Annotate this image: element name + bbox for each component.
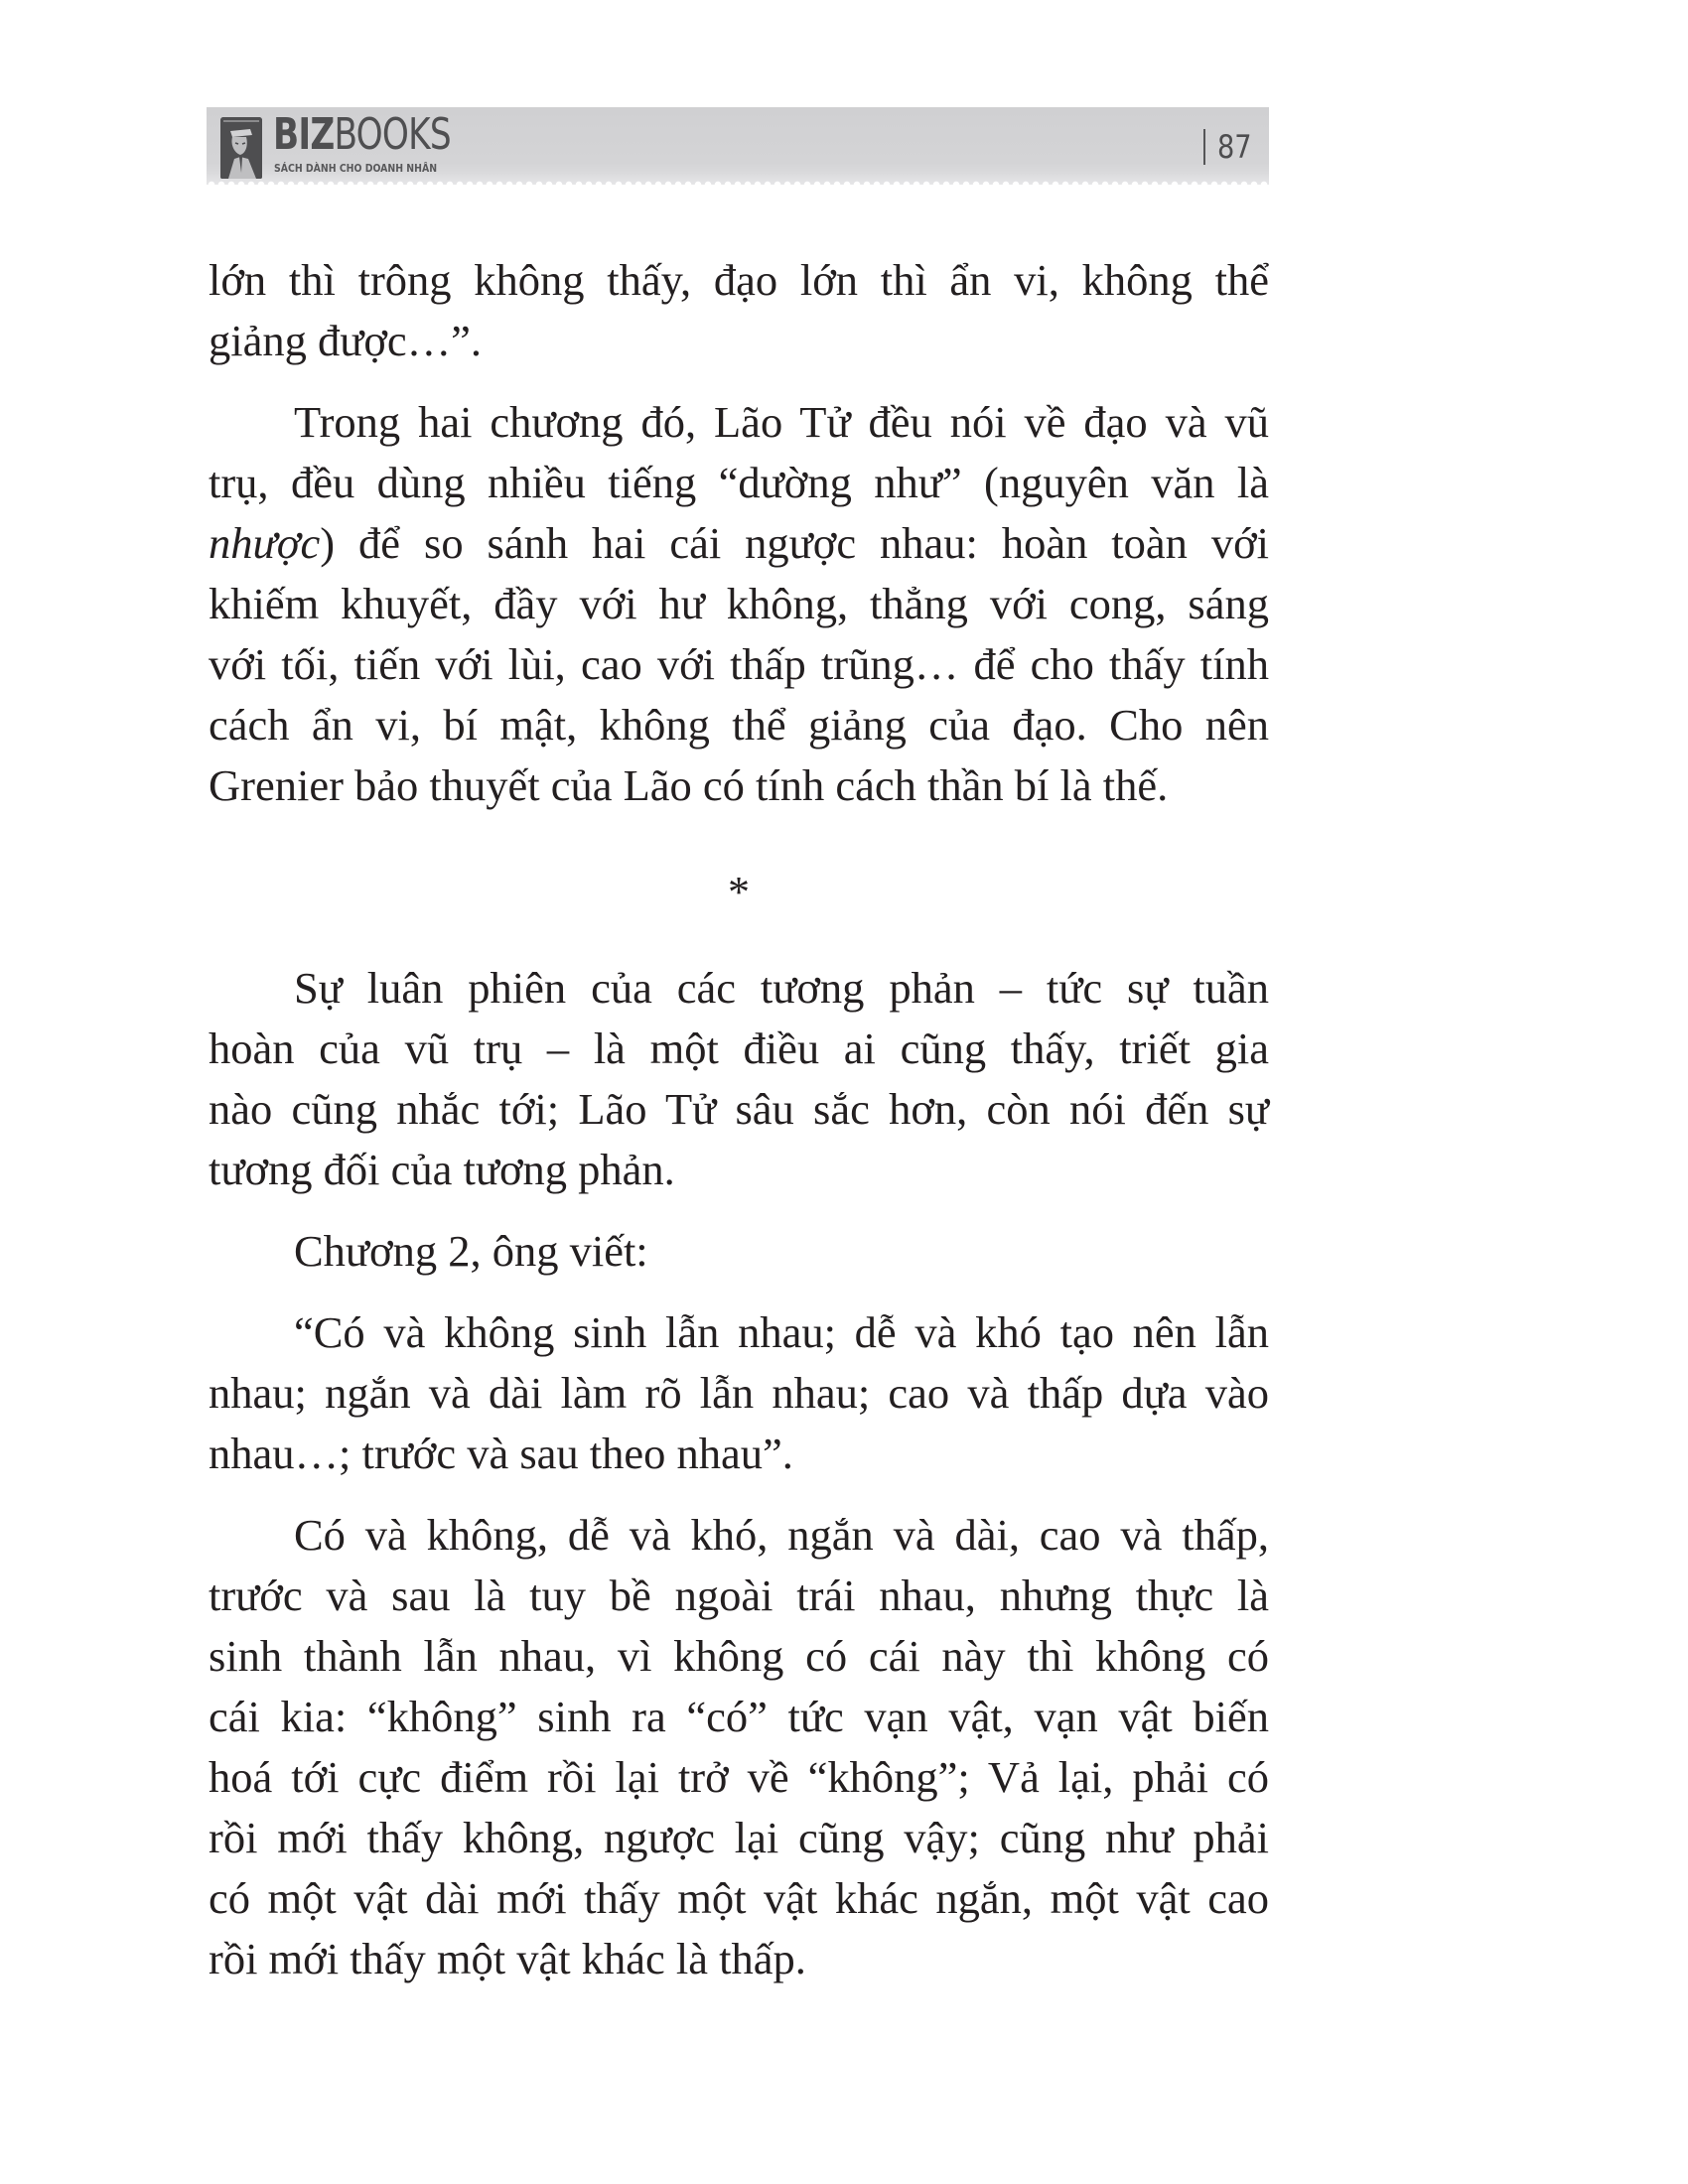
- page-number-divider: [1203, 129, 1205, 165]
- text-line: hoàn của vũ trụ – là một điều ai cũng thấy, triết gia: [209, 1024, 1269, 1073]
- text-line: trụ, đều dùng nhiều tiếng “dường như” (nguyên văn là: [209, 458, 1269, 507]
- italic-term: nhược: [209, 518, 321, 568]
- section-separator-asterisk: *: [728, 868, 750, 916]
- text-line: Grenier bảo thuyết của Lão có tính cách thần bí là thế.: [209, 760, 1169, 810]
- text-line: sinh thành lẫn nhau, vì không có cái này thì không có: [209, 1631, 1269, 1681]
- text-line: rồi mới thấy không, ngược lại cũng vậy; cũng như phải: [209, 1813, 1269, 1862]
- brand-logo-wordmark: [273, 109, 451, 160]
- text-line: nhau; ngắn và dài làm rõ lẫn nhau; cao và thấp dựa vào: [209, 1368, 1269, 1418]
- text-line: với tối, tiến với lùi, cao với thấp trũng… để cho thấy tính: [209, 639, 1269, 689]
- brand-tagline: SÁCH DÀNH CHO DOANH NHÂN: [274, 162, 438, 175]
- text-line: Sự luân phiên của các tương phản – tức sự tuần: [294, 963, 1269, 1013]
- text-line: hoá tới cực điểm rồi lại trở về “không”; Vả lại, phải có: [209, 1752, 1269, 1802]
- text-line: “Có và không sinh lẫn nhau; dễ và khó tạo nên lẫn: [294, 1307, 1269, 1357]
- text-line: Chương 2, ông viết:: [294, 1226, 648, 1276]
- man-with-hat-emblem-icon: [220, 117, 262, 179]
- text-line: tương đối của tương phản.: [209, 1145, 675, 1194]
- text-line: trước và sau là tuy bề ngoài trái nhau, nhưng thực là: [209, 1570, 1269, 1620]
- text-line: khiếm khuyết, đầy với hư không, thẳng với cong, sáng: [209, 579, 1269, 628]
- text-line: Trong hai chương đó, Lão Tử đều nói về đạo và vũ: [294, 397, 1269, 447]
- text-line: cách ẩn vi, bí mật, không thể giảng của đạo. Cho nên: [209, 700, 1269, 750]
- text-line: nào cũng nhắc tới; Lão Tử sâu sắc hơn, còn nói đến sự: [209, 1084, 1269, 1134]
- brand-light: BOOKS: [334, 109, 451, 160]
- text-line: giảng được…”.: [209, 316, 483, 365]
- brand-bold: BIZ: [273, 109, 335, 160]
- text-line: cái kia: “không” sinh ra “có” tức vạn vật, vạn vật biến: [209, 1692, 1269, 1741]
- header-scalloped-edge: [207, 175, 1269, 185]
- text-line: lớn thì trông không thấy, đạo lớn thì ẩn vi, không thể: [209, 255, 1269, 305]
- text-line: nhau…; trước và sau theo nhau”.: [209, 1429, 793, 1478]
- text-line: có một vật dài mới thấy một vật khác ngắn, một vật cao: [209, 1873, 1269, 1923]
- text-line: Có và không, dễ và khó, ngắn và dài, cao và thấp,: [294, 1510, 1269, 1560]
- page-number: 87: [1217, 128, 1252, 166]
- text-line: nhược) để so sánh hai cái ngược nhau: hoàn toàn với: [209, 518, 1269, 568]
- text-line: rồi mới thấy một vật khác là thấp.: [209, 1934, 806, 1983]
